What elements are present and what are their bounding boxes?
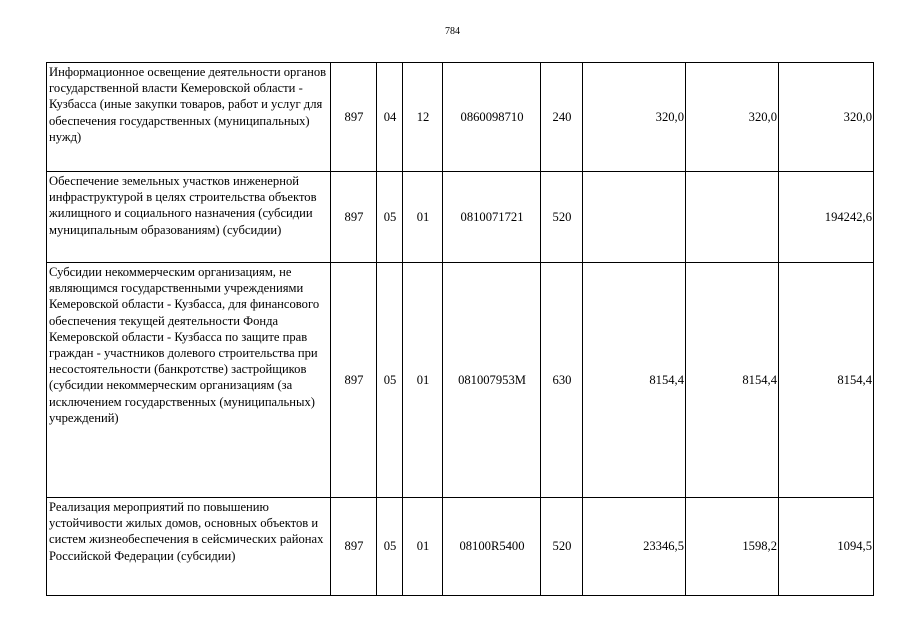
row-name-cell: Информационное освещение деятельности органов государственной власти Кемеровской области - Кузбасса (иные закупки товаров, работ и услуг для обеспечения государственных (муниципальных) нужд)	[47, 63, 331, 172]
target-article-cell: 0810071721	[443, 172, 541, 263]
expense-type-cell: 240	[541, 63, 583, 172]
ministry-code-cell: 897	[331, 63, 377, 172]
section-code-cell: 05	[377, 172, 403, 263]
row-name-cell: Реализация мероприятий по повышению устойчивости жилых домов, основных объектов и систем жизнеобеспечения в сейсмических районах Российской Федерации (субсидии)	[47, 498, 331, 596]
section-code-cell: 05	[377, 263, 403, 498]
subsection-code-cell: 01	[403, 263, 443, 498]
target-article-cell: 08100R5400	[443, 498, 541, 596]
section-code-cell: 04	[377, 63, 403, 172]
amount-2-cell: 320,0	[686, 63, 779, 172]
amount-3-cell: 8154,4	[779, 263, 874, 498]
target-article-cell: 0860098710	[443, 63, 541, 172]
amount-3-cell: 1094,5	[779, 498, 874, 596]
ministry-code-cell: 897	[331, 263, 377, 498]
table-row	[47, 263, 874, 498]
budget-table	[46, 62, 874, 596]
page-number: 784	[445, 26, 460, 37]
target-article-cell: 081007953M	[443, 263, 541, 498]
amount-2-cell: 8154,4	[686, 263, 779, 498]
amount-1-cell: 23346,5	[583, 498, 686, 596]
table-row	[47, 63, 874, 172]
amount-2-cell	[686, 172, 779, 263]
table-row	[47, 498, 874, 596]
row-name-cell: Обеспечение земельных участков инженерной инфраструктурой в целях строительства объектов жилищного и социального назначения (субсидии муниципальным образованиям) (субсидии)	[47, 172, 331, 263]
ministry-code-cell: 897	[331, 498, 377, 596]
expense-type-cell: 520	[541, 498, 583, 596]
amount-1-cell: 8154,4	[583, 263, 686, 498]
subsection-code-cell: 12	[403, 63, 443, 172]
amount-3-cell: 194242,6	[779, 172, 874, 263]
amount-3-cell: 320,0	[779, 63, 874, 172]
expense-type-cell: 630	[541, 263, 583, 498]
table-row	[47, 172, 874, 263]
subsection-code-cell: 01	[403, 172, 443, 263]
section-code-cell: 05	[377, 498, 403, 596]
amount-2-cell: 1598,2	[686, 498, 779, 596]
ministry-code-cell: 897	[331, 172, 377, 263]
amount-1-cell: 320,0	[583, 63, 686, 172]
row-name-cell: Субсидии некоммерческим организациям, не являющимся государственными учреждениями Кемеровской области - Кузбасса, для финансового обеспечения текущей деятельности Фонда Кемеровской области - Кузбасса по защите прав граждан - участников долевого строительства при несостоятельности (банкротстве) застройщиков (субсидии некоммерческим организациям (за исключением государственных (муниципальных) учреждений)	[47, 263, 331, 498]
subsection-code-cell: 01	[403, 498, 443, 596]
amount-1-cell	[583, 172, 686, 263]
expense-type-cell: 520	[541, 172, 583, 263]
